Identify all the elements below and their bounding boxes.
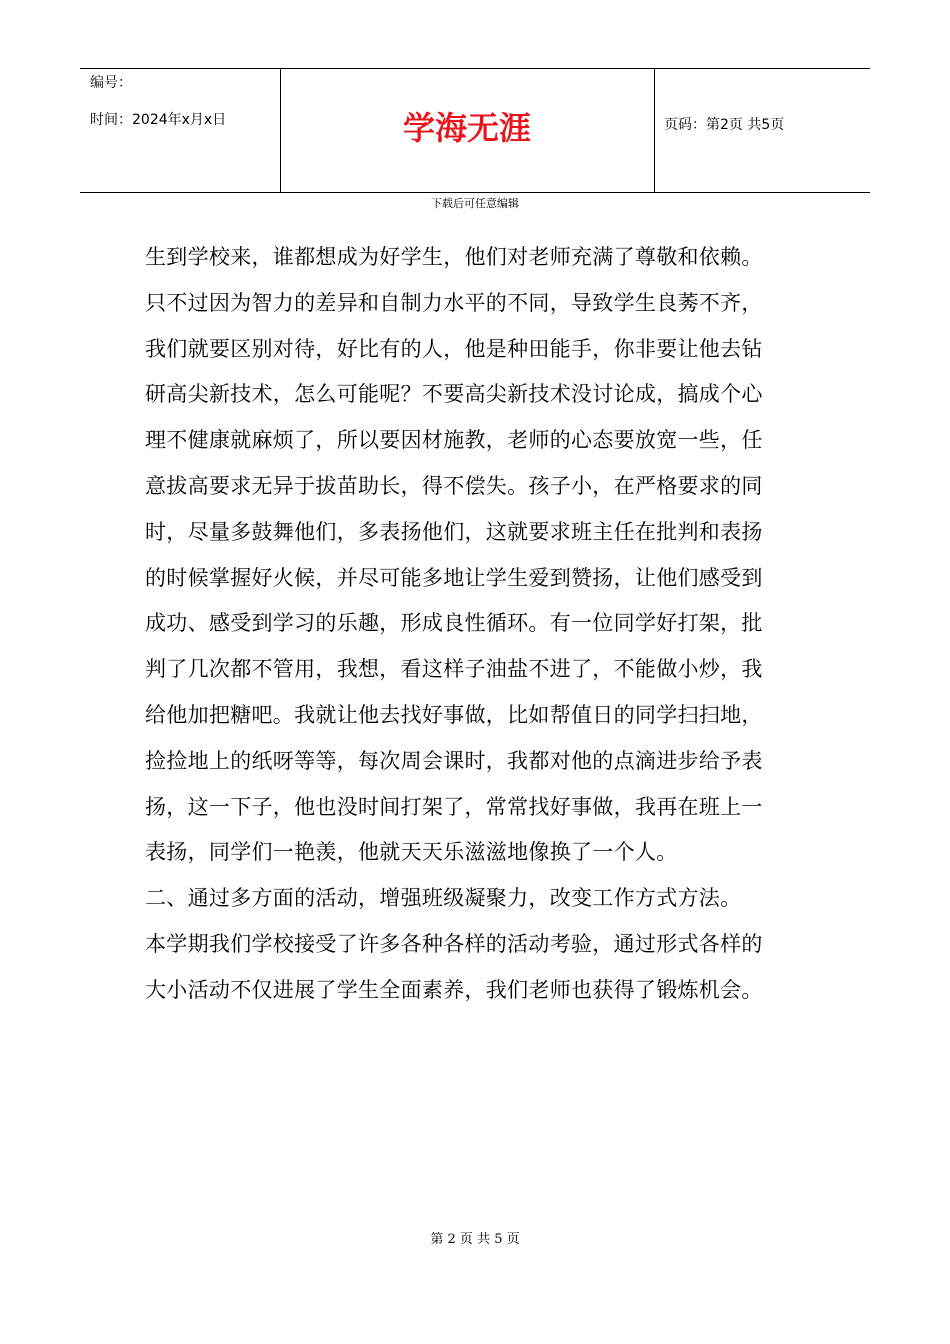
text-line: 给他加把糖吧。我就让他去找好事做，比如帮值日的同学扫扫地， — [145, 702, 763, 727]
text-line: 我们就要区别对待，好比有的人，他是种田能手，你非要让他去钻 — [145, 336, 763, 361]
text-line: 研高尖新技术，怎么可能呢？不要高尖新技术没讨论成，搞成个心 — [145, 382, 763, 407]
document-time-label: 时间：2024年x月x日 — [90, 112, 227, 128]
header-table — [80, 68, 870, 193]
text-line: 意拔高要求无异于拔苗助长，得不偿失。孩子小，在严格要求的同 — [145, 473, 763, 498]
edit-note: 下载后可任意编辑 — [431, 197, 519, 210]
text-line: 只不过因为智力的差异和自制力水平的不同，导致学生良莠不齐， — [145, 290, 763, 315]
text-line: 理不健康就麻烦了，所以要因材施教，老师的心态要放宽一些，任 — [145, 428, 763, 453]
text-line: 时，尽量多鼓舞他们，多表扬他们，这就要求班主任在批判和表扬 — [145, 519, 763, 544]
text-line: 大小活动不仅进展了学生全面素养，我们老师也获得了锻炼机会。 — [145, 977, 763, 1002]
document-number-label: 编号： — [90, 75, 132, 91]
text-line: 的时候掌握好火候，并尽可能多地让学生爱到赞扬，让他们感受到 — [145, 565, 763, 590]
text-line: 扬，这一下子，他也没时间打架了，常常找好事做，我再在班上一 — [145, 794, 763, 819]
header-column-divider — [654, 69, 655, 192]
text-line: 判了几次都不管用，我想，看这样子油盐不进了，不能做小炒，我 — [145, 657, 763, 682]
text-line: 生到学校来，谁都想成为好学生，他们对老师充满了尊敬和依赖。 — [145, 245, 763, 269]
page-footer: 第 2 页 共 5 页 — [430, 1232, 520, 1247]
text-line: 成功、感受到学习的乐趣，形成良性循环。有一位同学好打架，批 — [145, 611, 763, 636]
brand-title: 学海无涯 — [402, 109, 531, 147]
page-code-label: 页码：第2页 共5页 — [664, 117, 785, 133]
text-line: 捡捡地上的纸呀等等，每次周会课时，我都对他的点滴进步给予表 — [145, 748, 763, 773]
text-line: 表扬，同学们一艳羡，他就天天乐滋滋地像换了一个人。 — [145, 840, 678, 865]
section-heading: 二、通过多方面的活动，增强班级凝聚力，改变工作方式方法。 — [145, 886, 742, 911]
text-line: 本学期我们学校接受了许多各种各样的活动考验，通过形式各样的 — [145, 931, 763, 956]
body-text — [145, 235, 825, 1014]
